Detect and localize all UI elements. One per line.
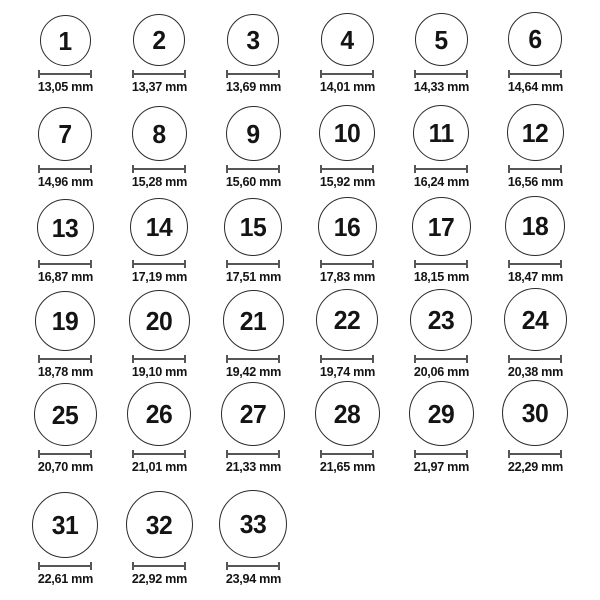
- ring-circle: [224, 198, 282, 256]
- ring-size-cell: [206, 490, 300, 600]
- diameter-measure-line: [320, 165, 374, 173]
- ring-circle: [129, 290, 190, 351]
- ring-size-number: 28: [333, 398, 361, 429]
- diameter-label: 17,19 mm: [131, 269, 187, 285]
- ring-size-cell: [488, 196, 582, 289]
- ring-size-number: 23: [427, 305, 455, 336]
- diameter-label: 14,33 mm: [413, 79, 469, 95]
- ring-size-row: [18, 4, 582, 99]
- ring-size-number: 18: [521, 211, 549, 242]
- ring-circle: [130, 198, 188, 256]
- ring-size-cell: [488, 12, 582, 99]
- diameter-label: 18,47 mm: [507, 269, 563, 285]
- diameter-label: 21,65 mm: [319, 459, 375, 475]
- ring-size-number: 20: [145, 305, 173, 336]
- diameter-measure-line: [414, 355, 468, 363]
- ring-circle: [502, 380, 568, 446]
- diameter-label: 16,24 mm: [413, 174, 469, 190]
- diameter-measure-line: [38, 260, 92, 268]
- ring-size-number: 3: [246, 25, 260, 56]
- ring-circle: [315, 381, 380, 446]
- diameter-label: 14,96 mm: [37, 174, 93, 190]
- ring-size-cell: [206, 14, 300, 99]
- ring-size-number: 6: [528, 24, 542, 55]
- ring-size-cell: [394, 197, 488, 289]
- diameter-label: 20,38 mm: [507, 364, 563, 380]
- ring-size-number: 9: [246, 118, 260, 149]
- diameter-label: 22,61 mm: [37, 571, 93, 587]
- ring-circle: [226, 106, 281, 161]
- diameter-measure-line: [414, 450, 468, 458]
- ring-size-cell: [206, 106, 300, 194]
- diameter-measure-line: [508, 355, 562, 363]
- ring-size-cell: [112, 14, 206, 99]
- diameter-label: 18,78 mm: [37, 364, 93, 380]
- ring-size-cell: [488, 288, 582, 384]
- ring-size-number: 8: [152, 118, 166, 149]
- ring-circle: [507, 104, 564, 161]
- ring-circle: [35, 291, 95, 351]
- ring-size-cell: [300, 289, 394, 384]
- ring-size-number: 26: [145, 399, 173, 430]
- diameter-measure-line: [508, 450, 562, 458]
- ring-size-number: 11: [428, 118, 454, 149]
- diameter-measure-line: [320, 450, 374, 458]
- diameter-measure-line: [38, 70, 92, 78]
- ring-size-cell: [112, 198, 206, 289]
- ring-circle: [219, 490, 287, 558]
- ring-size-cell: [488, 380, 582, 479]
- diameter-measure-line: [132, 165, 186, 173]
- diameter-measure-line: [226, 165, 280, 173]
- diameter-measure-line: [38, 562, 92, 570]
- ring-circle: [132, 106, 187, 161]
- ring-size-cell: [18, 383, 112, 479]
- ring-circle: [318, 197, 377, 256]
- ring-size-number: 24: [521, 304, 549, 335]
- ring-size-row: [18, 479, 582, 600]
- ring-size-number: 19: [51, 306, 79, 337]
- ring-size-number: 30: [521, 398, 549, 429]
- diameter-label: 17,83 mm: [319, 269, 375, 285]
- diameter-label: 16,56 mm: [507, 174, 563, 190]
- diameter-measure-line: [508, 70, 562, 78]
- ring-size-number: 15: [239, 212, 267, 243]
- diameter-label: 14,01 mm: [319, 79, 375, 95]
- ring-circle: [38, 107, 92, 161]
- diameter-measure-line: [38, 450, 92, 458]
- ring-size-number: 5: [434, 24, 448, 55]
- ring-size-number: 1: [58, 25, 72, 56]
- ring-size-number: 10: [333, 118, 361, 149]
- diameter-measure-line: [132, 260, 186, 268]
- ring-size-cell: [488, 104, 582, 194]
- ring-circle: [319, 105, 375, 161]
- ring-size-cell: [394, 381, 488, 479]
- ring-size-row: [18, 194, 582, 289]
- diameter-label: 20,70 mm: [37, 459, 93, 475]
- diameter-label: 21,01 mm: [131, 459, 187, 475]
- diameter-label: 19,42 mm: [225, 364, 281, 380]
- ring-circle: [221, 382, 285, 446]
- ring-circle: [34, 383, 97, 446]
- ring-size-number: 14: [145, 212, 173, 243]
- ring-size-cell: [18, 15, 112, 99]
- ring-size-cell: [206, 198, 300, 289]
- ring-size-cell: [206, 290, 300, 384]
- ring-circle: [40, 15, 91, 66]
- ring-size-cell: [300, 381, 394, 479]
- ring-size-row: [18, 289, 582, 384]
- diameter-measure-line: [226, 450, 280, 458]
- ring-size-number: 17: [427, 211, 455, 242]
- diameter-measure-line: [226, 70, 280, 78]
- diameter-measure-line: [508, 165, 562, 173]
- ring-circle: [412, 197, 471, 256]
- ring-size-number: 12: [521, 117, 549, 148]
- ring-size-cell: [112, 290, 206, 384]
- diameter-measure-line: [132, 355, 186, 363]
- diameter-measure-line: [414, 260, 468, 268]
- diameter-label: 19,74 mm: [319, 364, 375, 380]
- diameter-label: 15,60 mm: [225, 174, 281, 190]
- ring-size-row: [18, 384, 582, 479]
- diameter-label: 21,97 mm: [413, 459, 469, 475]
- ring-circle: [504, 288, 567, 351]
- ring-size-cell: [300, 13, 394, 99]
- ring-circle: [316, 289, 378, 351]
- diameter-label: 20,06 mm: [413, 364, 469, 380]
- diameter-measure-line: [320, 70, 374, 78]
- ring-size-cell: [394, 105, 488, 194]
- ring-size-cell: [300, 197, 394, 289]
- diameter-measure-line: [508, 260, 562, 268]
- ring-size-cell: [112, 491, 206, 600]
- diameter-label: 18,15 mm: [413, 269, 469, 285]
- ring-size-cell: [18, 492, 112, 600]
- diameter-label: 13,69 mm: [225, 79, 281, 95]
- ring-size-cell: [112, 382, 206, 479]
- diameter-measure-line: [414, 70, 468, 78]
- ring-size-number: 4: [340, 24, 354, 55]
- diameter-measure-line: [132, 562, 186, 570]
- ring-size-number: 31: [51, 510, 79, 541]
- diameter-label: 14,64 mm: [507, 79, 563, 95]
- diameter-label: 17,51 mm: [225, 269, 281, 285]
- ring-circle: [508, 12, 562, 66]
- diameter-measure-line: [320, 260, 374, 268]
- ring-size-cell: [394, 289, 488, 384]
- diameter-measure-line: [414, 165, 468, 173]
- ring-size-cell: [18, 291, 112, 384]
- diameter-label: 21,33 mm: [225, 459, 281, 475]
- ring-size-number: 33: [239, 509, 267, 540]
- ring-circle: [127, 382, 191, 446]
- diameter-measure-line: [226, 355, 280, 363]
- diameter-label: 15,92 mm: [319, 174, 375, 190]
- ring-circle: [505, 196, 565, 256]
- ring-circle: [409, 381, 474, 446]
- ring-circle: [37, 199, 94, 256]
- ring-size-number: 25: [51, 399, 79, 430]
- ring-size-cell: [18, 199, 112, 289]
- diameter-measure-line: [38, 165, 92, 173]
- ring-size-cell: [300, 105, 394, 194]
- ring-size-number: 13: [51, 212, 79, 243]
- diameter-label: 19,10 mm: [131, 364, 187, 380]
- ring-circle: [126, 491, 193, 558]
- ring-circle: [321, 13, 374, 66]
- diameter-label: 16,87 mm: [37, 269, 93, 285]
- ring-size-cell: [18, 107, 112, 194]
- ring-size-cell: [206, 382, 300, 479]
- diameter-label: 22,29 mm: [507, 459, 563, 475]
- ring-size-number: 16: [333, 211, 361, 242]
- ring-size-number: 32: [145, 509, 173, 540]
- diameter-label: 23,94 mm: [225, 571, 281, 587]
- ring-circle: [133, 14, 185, 66]
- ring-size-row: [18, 99, 582, 194]
- diameter-label: 13,05 mm: [37, 79, 93, 95]
- diameter-measure-line: [132, 70, 186, 78]
- diameter-measure-line: [226, 562, 280, 570]
- ring-circle: [32, 492, 98, 558]
- diameter-label: 13,37 mm: [131, 79, 187, 95]
- diameter-measure-line: [226, 260, 280, 268]
- ring-size-number: 22: [333, 305, 361, 336]
- diameter-measure-line: [38, 355, 92, 363]
- ring-size-cell: [112, 106, 206, 194]
- diameter-label: 15,28 mm: [131, 174, 187, 190]
- diameter-label: 22,92 mm: [131, 571, 187, 587]
- ring-circle: [415, 13, 468, 66]
- diameter-measure-line: [132, 450, 186, 458]
- diameter-measure-line: [320, 355, 374, 363]
- ring-circle: [223, 290, 284, 351]
- ring-size-number: 2: [152, 25, 166, 56]
- ring-circle: [413, 105, 469, 161]
- ring-size-number: 27: [239, 399, 267, 430]
- ring-size-number: 7: [58, 119, 72, 150]
- ring-circle: [410, 289, 472, 351]
- ring-size-cell: [394, 13, 488, 99]
- ring-size-number: 29: [427, 398, 455, 429]
- ring-size-number: 21: [239, 305, 267, 336]
- ring-circle: [227, 14, 279, 66]
